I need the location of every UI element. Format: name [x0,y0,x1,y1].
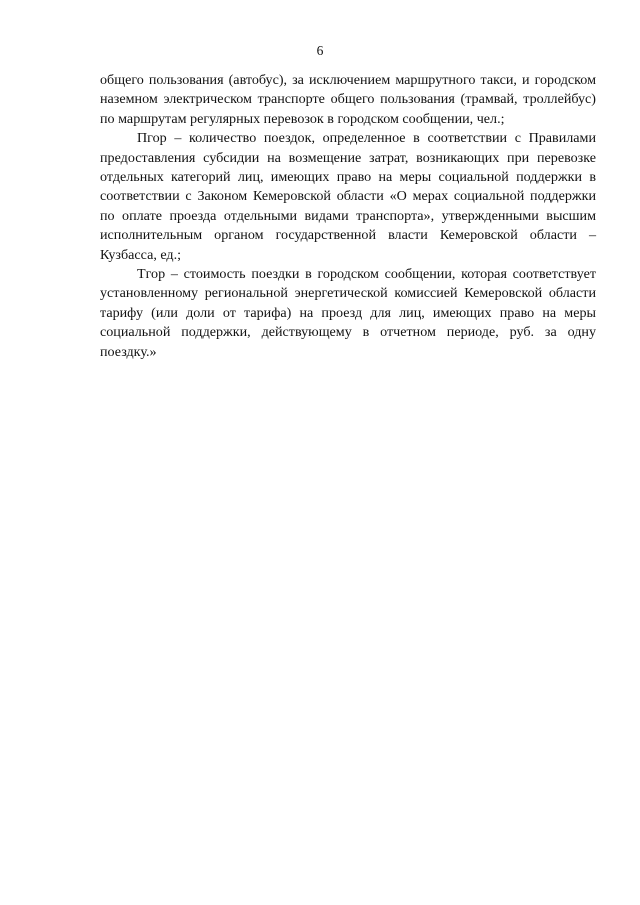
page-number: 6 [316,43,324,58]
document-body [100,71,596,362]
paragraph-tgor-definition: Тгор – стоимость поездки в городском сообщении, которая соответствует установленному региональной энергетической комиссией Кемеровской области тарифу (или доли от тарифа) на проезд для лиц, имеющих право на меры социальной поддержки, действующему в отчетном периоде, руб. за одну поездку.» [100,266,596,360]
paragraph-continuation: общего пользования (автобус), за исключением маршрутного такси, и городском наземном электрическом транспорте общего пользования (трамвай, троллейбус) по маршрутам регулярных перевозок в городском сообщении, чел.; [100,72,596,127]
paragraph-pgor-definition: Пгор – количество поездок, определенное в соответствии с Правилами предоставления субсидии на возмещение затрат, возникающих при перевозке отдельных категорий лиц, имеющих право на меры социальной поддержки в соответствии с Законом Кемеровской области «О мерах социальной поддержки по оплате проезда отдельными видами транспорта», утвержденными высшим исполнительным органом государственной власти Кемеровской области – Кузбасса, ед.; [100,130,596,263]
